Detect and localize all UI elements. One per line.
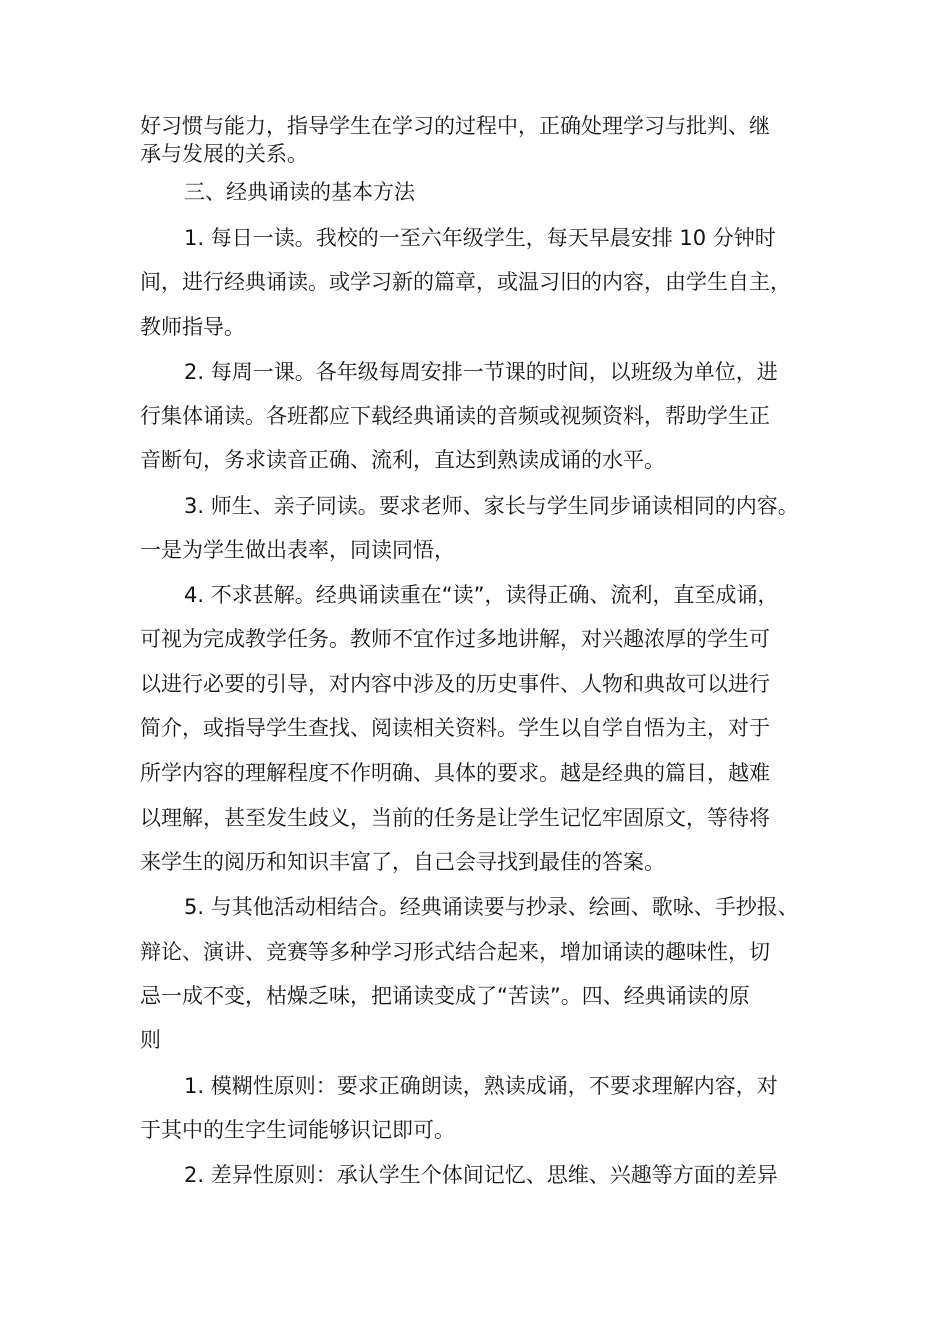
text-line: 2. 每周一课。各年级每周安排一节课的时间，以班级为单位，进 bbox=[184, 360, 778, 384]
section-heading: 三、经典诵读的基本方法 bbox=[184, 180, 415, 204]
text-line: 1. 每日一读。我校的一至六年级学生，每天早晨安排 10 分钟时 bbox=[184, 226, 776, 250]
text-line: 3. 师生、亲子同读。要求老师、家长与学生同步诵读相同的内容。 bbox=[184, 494, 799, 518]
text-line: 行集体诵读。各班都应下载经典诵读的音频或视频资料，帮助学生正 bbox=[140, 404, 770, 428]
text-line: 好习惯与能力，指导学生在学习的过程中，正确处理学习与批判、继 bbox=[140, 114, 770, 138]
text-line: 承与发展的关系。 bbox=[140, 142, 308, 166]
text-line: 以进行必要的引导，对内容中涉及的历史事件、人物和典故可以进行 bbox=[140, 672, 770, 696]
text-line: 所学内容的理解程度不作明确、具体的要求。越是经典的篇目，越难 bbox=[140, 761, 770, 785]
text-line: 来学生的阅历和知识丰富了，自己会寻找到最佳的答案。 bbox=[140, 850, 665, 874]
text-line: 可视为完成教学任务。教师不宜作过多地讲解，对兴趣浓厚的学生可 bbox=[140, 627, 770, 651]
text-line: 音断句，务求读音正确、流利，直达到熟读成诵的水平。 bbox=[140, 448, 665, 472]
text-line: 于其中的生字生词能够识记即可。 bbox=[140, 1118, 455, 1142]
text-line: 间，进行经典诵读。或学习新的篇章，或温习旧的内容，由学生自主， bbox=[140, 270, 791, 294]
text-line: 4. 不求甚解。经典诵读重在“读”，读得正确、流利，直至成诵， bbox=[184, 583, 779, 607]
text-line: 简介，或指导学生查找、阅读相关资料。学生以自学自悟为主，对于 bbox=[140, 716, 770, 740]
text-line: 则 bbox=[140, 1028, 161, 1052]
text-line: 1. 模糊性原则：要求正确朗读，熟读成诵，不要求理解内容，对 bbox=[184, 1074, 778, 1098]
text-line: 忌一成不变，枯燥乏味，把诵读变成了“苦读”。四、经典诵读的原 bbox=[140, 984, 750, 1008]
text-line: 2. 差异性原则：承认学生个体间记忆、思维、兴趣等方面的差异 bbox=[184, 1163, 778, 1187]
text-line: 教师指导。 bbox=[140, 315, 245, 339]
text-line: 5. 与其他活动相结合。经典诵读要与抄录、绘画、歌咏、手抄报、 bbox=[184, 895, 799, 919]
text-line: 一是为学生做出表率，同读同悟， bbox=[140, 538, 455, 562]
text-line: 以理解，甚至发生歧义，当前的任务是让学生记忆牢固原文，等待将 bbox=[140, 806, 770, 830]
text-line: 辩论、演讲、竞赛等多种学习形式结合起来，增加诵读的趣味性，切 bbox=[140, 940, 770, 964]
